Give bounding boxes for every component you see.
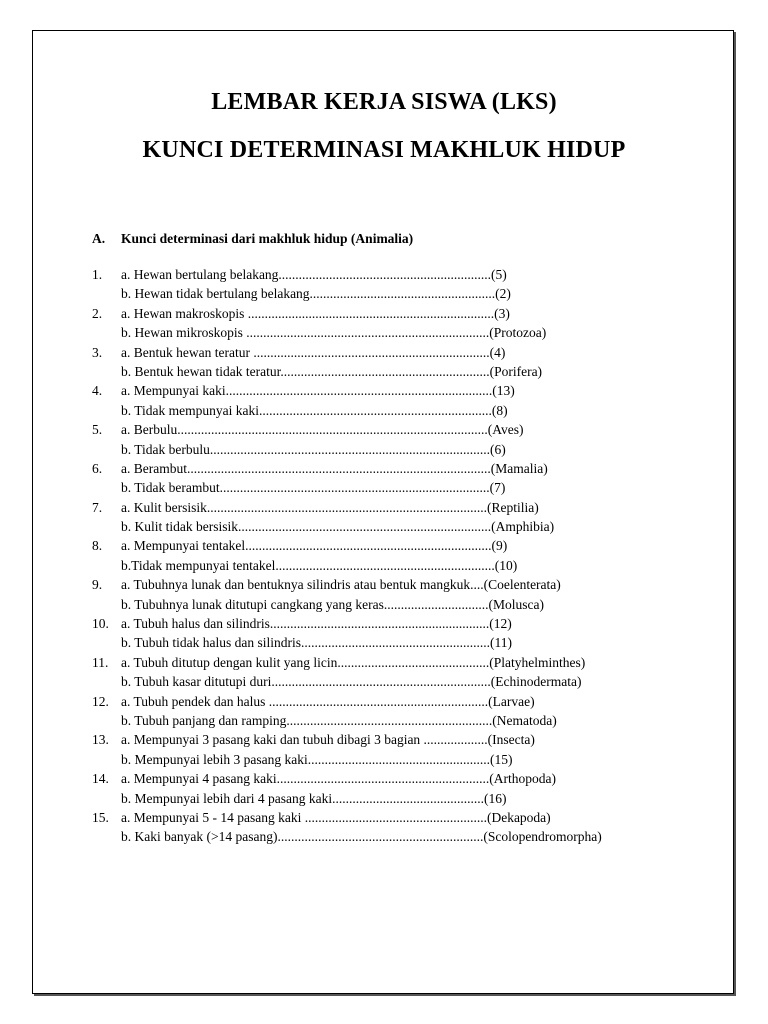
key-entry-option-b (92, 362, 712, 381)
document-subtitle: KUNCI DETERMINASI MAKHLUK HIDUP (142, 137, 626, 163)
key-entry-number: 8. (92, 538, 103, 554)
key-option-a-text: a. Berambut..........................................................................................(Mamalia) (121, 460, 548, 476)
section-letter: A. (92, 231, 106, 246)
key-entry-option-a (92, 304, 712, 323)
key-entry-option-a (92, 575, 712, 594)
document-title: LEMBAR KERJA SISWA (LKS) (211, 89, 557, 115)
key-entry-number: 3. (92, 344, 103, 360)
key-entry-option-a (92, 692, 712, 711)
key-entry-option-b (92, 595, 712, 614)
section-heading-text: Kunci determinasi dari makhluk hidup (Animalia) (121, 231, 414, 246)
key-option-a-text: a. Bentuk hewan teratur ......................................................................(4) (121, 344, 506, 360)
key-entry-number: 2. (92, 305, 103, 321)
key-option-b-text: b. Tidak mempunyai kaki.....................................................................(8) (121, 402, 508, 418)
key-option-b-text: b. Hewan tidak bertulang belakang.......................................................(2) (121, 286, 511, 302)
key-option-a-text: a. Mempunyai 4 pasang kaki...............................................................(Arthopoda) (121, 771, 556, 787)
key-entry-option-b (92, 556, 712, 575)
key-option-a-text: a. Mempunyai 5 - 14 pasang kaki ......................................................(Dekapoda) (121, 809, 551, 825)
key-entry-number: 11. (92, 654, 109, 670)
key-option-a-text: a. Mempunyai kaki...............................................................................(13) (121, 383, 515, 399)
key-entry-option-b (92, 750, 712, 769)
key-entry-number: 12. (92, 693, 109, 709)
key-option-a-text: a. Tubuh pendek dan halus .................................................................(Larvae) (121, 693, 535, 709)
key-entry-number: 6. (92, 460, 103, 476)
key-entry-number: 5. (92, 422, 103, 438)
key-option-a-text: a. Berbulu............................................................................................(Aves) (121, 422, 524, 438)
key-option-b-text: b. Mempunyai lebih 3 pasang kaki......................................................(15) (121, 751, 513, 767)
key-entry-option-a (92, 459, 712, 478)
key-entry-option-a (92, 769, 712, 788)
key-entry-number: 7. (92, 499, 103, 515)
key-option-b-text: b. Kaki banyak (>14 pasang).............................................................(Scolopendromorpha) (121, 829, 602, 845)
key-option-a-text: a. Tubuh halus dan silindris.................................................................(12) (121, 616, 512, 632)
key-entry-number: 9. (92, 577, 103, 593)
key-entry-option-a (92, 653, 712, 672)
key-option-a-text: a. Mempunyai 3 pasang kaki dan tubuh dibagi 3 bagian ...................(Insecta) (121, 732, 535, 748)
key-option-a-text: a. Hewan bertulang belakang...............................................................(5) (121, 267, 507, 282)
key-entry-option-a (92, 343, 712, 362)
key-entry-option-b (92, 517, 712, 536)
key-entry-option-b (92, 478, 712, 497)
key-option-a-text: a. Kulit bersisik...................................................................................(Reptilia) (121, 499, 539, 515)
key-option-b-text: b. Tubuh tidak halus dan silindris........................................................(11) (121, 635, 513, 651)
key-option-a-text: a. Tubuhnya lunak dan bentuknya silindris atau bentuk mangkuk....(Coelenterata) (121, 577, 561, 593)
key-entry-option-b (92, 711, 712, 730)
determination-key-list (92, 265, 712, 847)
key-entry-option-b (92, 672, 712, 691)
key-entry-number: 15. (92, 809, 109, 825)
key-option-b-text: b. Tidak berbulu...................................................................................(6) (121, 441, 506, 457)
key-entry-option-a (92, 381, 712, 400)
key-option-a-text: a. Tubuh ditutup dengan kulit yang licin.............................................(Platyhelminthes) (121, 654, 586, 670)
key-entry-option-a (92, 536, 712, 555)
key-entry-number: 14. (92, 771, 109, 787)
key-entry-option-b (92, 440, 712, 459)
key-option-a-text: a. Hewan makroskopis .........................................................................(3) (121, 305, 510, 321)
key-entry-option-b (92, 284, 712, 303)
key-option-b-text: b. Tidak berambut................................................................................(7) (121, 480, 506, 496)
key-entry-option-a (92, 808, 712, 827)
key-option-b-text: b. Hewan mikroskopis ........................................................................(Protozoa) (121, 325, 547, 341)
key-entry-option-a (92, 498, 712, 517)
key-entry-option-a (92, 614, 712, 633)
key-entry-option-a (92, 420, 712, 439)
key-entry-option-b (92, 323, 712, 342)
section-heading (92, 231, 413, 247)
key-option-b-text: b. Tubuh panjang dan ramping.............................................................(Nematoda) (121, 712, 557, 728)
key-entry-option-b (92, 827, 712, 846)
key-entry-option-b (92, 789, 712, 808)
key-option-b-text: b. Kulit tidak bersisik...........................................................................(Amphibia) (121, 519, 555, 535)
key-entry-number: 10. (92, 616, 109, 632)
key-entry-number: 13. (92, 732, 109, 748)
key-option-b-text: b.Tidak mempunyai tentakel.................................................................(10) (121, 557, 518, 573)
key-entry-number: 4. (92, 383, 103, 399)
key-entry-option-b (92, 401, 712, 420)
key-entry-option-a (92, 730, 712, 749)
key-option-a-text: a. Mempunyai tentakel.........................................................................(9) (121, 538, 508, 554)
key-option-b-text: b. Tubuh kasar ditutupi duri.................................................................(Echinodermata) (121, 674, 582, 690)
key-entry-number: 1. (92, 267, 103, 282)
key-option-b-text: b. Mempunyai lebih dari 4 pasang kaki.............................................(16) (121, 790, 507, 806)
key-entry-option-a (92, 265, 712, 284)
key-entry-option-b (92, 633, 712, 652)
key-option-b-text: b. Bentuk hewan tidak teratur..............................................................(Porifera) (121, 363, 543, 379)
key-option-b-text: b. Tubuhnya lunak ditutupi cangkang yang keras...............................(Molusca) (121, 596, 544, 612)
